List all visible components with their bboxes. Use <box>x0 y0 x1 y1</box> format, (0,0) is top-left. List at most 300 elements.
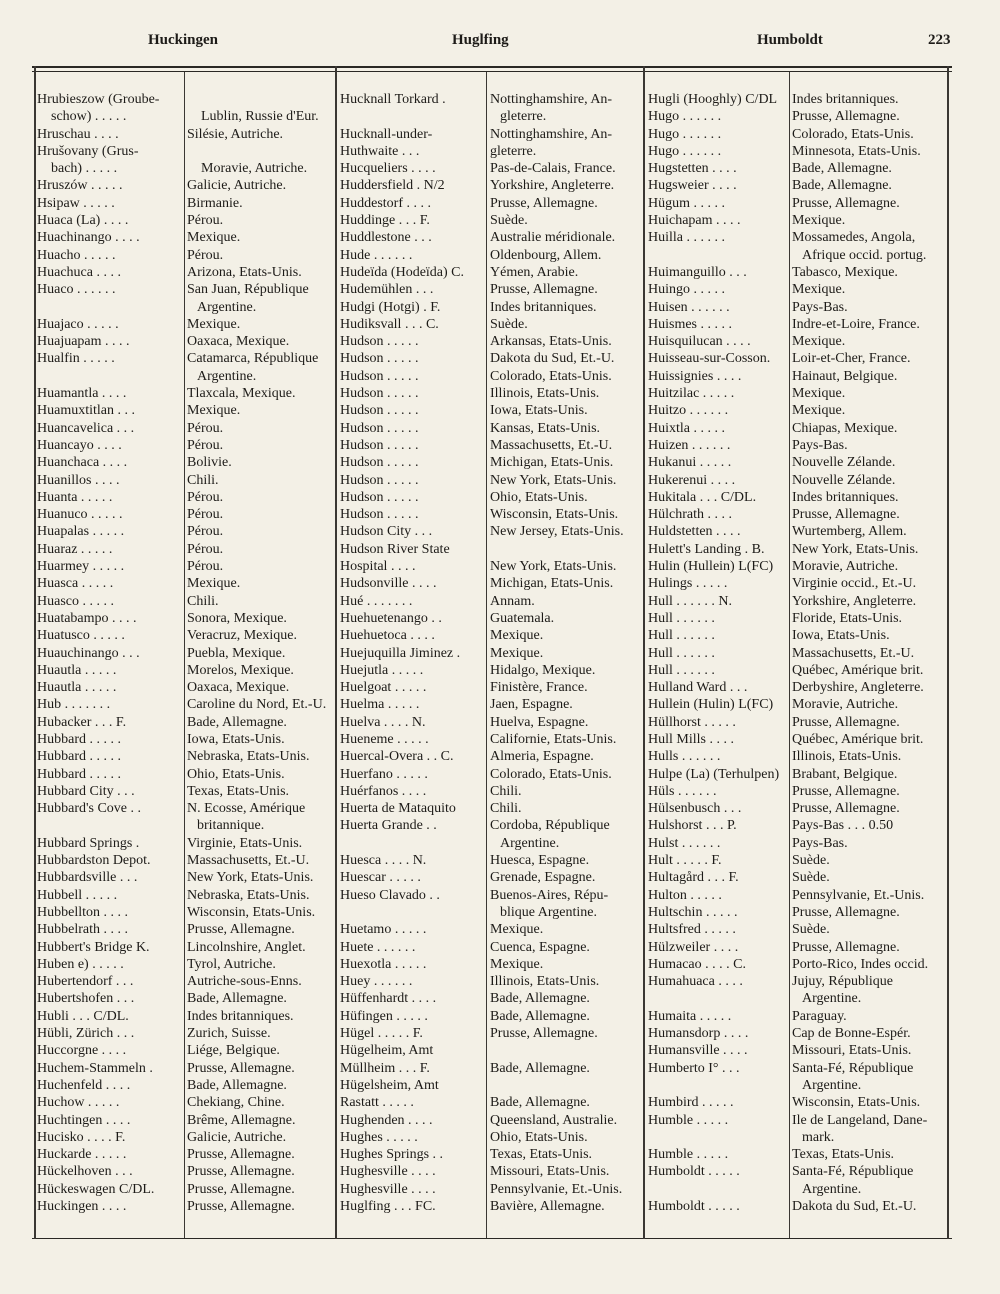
list-item <box>340 1198 656 1215</box>
list-item <box>37 264 349 281</box>
place-location: Zurich, Suisse. <box>187 1026 271 1042</box>
list-item <box>340 1008 656 1025</box>
place-name: schow) . . . . . <box>51 109 127 125</box>
place-name: Hukerenui . . . . <box>648 472 736 488</box>
list-item <box>648 904 959 921</box>
place-name <box>648 1077 788 1094</box>
place-location: Hainaut, Belgique. <box>792 368 898 384</box>
place-name: Hudsonville . . . . <box>340 576 437 592</box>
place-name: Hughesville . . . . <box>340 1181 436 1197</box>
place-location: Iowa, Etats-Unis. <box>187 731 285 747</box>
place-location: Puebla, Mexique. <box>187 645 286 661</box>
place-name: Hull . . . . . . <box>648 610 715 626</box>
place-name: Müllheim . . . F. <box>340 1060 430 1076</box>
place-name: Hubbelrath . . . . <box>37 922 128 938</box>
place-location: Argentine. <box>197 299 257 315</box>
place-name: Hulett's Landing . B. <box>648 541 765 557</box>
list-item <box>648 645 959 662</box>
place-location: Argentine. <box>802 991 862 1007</box>
list-item <box>648 990 959 1007</box>
place-location: N. Ecosse, Amérique <box>187 801 306 817</box>
list-item <box>648 143 959 160</box>
place-location: Galicie, Autriche. <box>187 178 287 194</box>
place-name: Hudson City . . . <box>340 524 433 540</box>
place-location: Kansas, Etats-Unis. <box>490 420 601 436</box>
place-location: mark. <box>802 1129 835 1145</box>
place-location: Nouvelle Zélande. <box>792 472 896 488</box>
place-location: Mexique. <box>792 403 846 419</box>
place-location: Prusse, Allemagne. <box>187 1199 295 1214</box>
place-name <box>648 247 788 264</box>
place-name: Hubertshofen . . . <box>37 991 135 1007</box>
place-location: Annam. <box>490 593 535 609</box>
place-name: Hudson . . . . . <box>340 507 419 523</box>
place-location: Pérou. <box>187 541 224 557</box>
place-name: Huelma . . . . . <box>340 697 420 713</box>
place-name: Hückeswagen C/DL. <box>37 1181 155 1197</box>
list-item <box>648 264 959 281</box>
list-item <box>648 368 959 385</box>
place-name: Hübli, Zürich . . . <box>37 1026 135 1042</box>
place-name: Hulshorst . . . P. <box>648 818 737 834</box>
place-name <box>648 1129 788 1146</box>
place-name: Hubbell . . . . . <box>37 887 118 903</box>
place-location: Australie méridionale. <box>490 230 616 246</box>
place-location: Mexique. <box>187 576 241 592</box>
place-location: Chili. <box>187 593 219 609</box>
place-name: Huamuxtitlan . . . <box>37 403 135 419</box>
place-name: Huesca . . . . N. <box>340 853 427 869</box>
place-name: Hub . . . . . . . <box>37 697 111 713</box>
place-location: Prusse, Allemagne. <box>792 195 900 211</box>
list-item <box>648 247 959 264</box>
place-name: Hultsfred . . . . . <box>648 922 736 938</box>
list-item <box>648 1060 959 1077</box>
place-location: Californie, Etats-Unis. <box>490 731 617 747</box>
place-name: Hügelsheim, Amt <box>340 1077 439 1093</box>
list-item <box>37 1025 349 1042</box>
list-item <box>340 1042 656 1059</box>
place-name: Hude . . . . . . <box>340 247 413 263</box>
place-location: Indes britanniques. <box>792 489 899 505</box>
list-item <box>340 679 656 696</box>
place-location: New York, Etats-Unis. <box>490 559 617 575</box>
place-location: Prusse, Allemagne. <box>792 109 900 125</box>
list-item <box>37 195 349 212</box>
place-location: Buenos-Aires, Répu- <box>490 887 609 903</box>
place-name: Hultagård . . . F. <box>648 870 739 886</box>
place-name: Hugo . . . . . . <box>648 126 722 142</box>
place-name: Huckarde . . . . . <box>37 1147 127 1163</box>
list-item <box>37 506 349 523</box>
place-location: Bade, Allemagne. <box>490 1008 590 1024</box>
place-name: Huisen . . . . . . <box>648 299 730 315</box>
place-name: Hullein (Hulin) L(FC) <box>648 697 774 713</box>
top-rule-inner <box>32 71 952 72</box>
list-item <box>37 177 349 194</box>
place-location: Pérou. <box>187 420 224 436</box>
place-name: Huizen . . . . . . <box>648 437 731 453</box>
list-item <box>648 333 959 350</box>
list-item <box>340 229 656 246</box>
list-item <box>648 593 959 610</box>
place-name: Huaca (La) . . . . <box>37 213 129 229</box>
place-location: Prusse, Allemagne. <box>187 1181 295 1197</box>
header-center: Huglfing <box>452 32 509 48</box>
place-name: Huchenfeld . . . . <box>37 1077 131 1093</box>
list-item <box>648 887 959 904</box>
place-location: Veracruz, Mexique. <box>187 628 298 644</box>
place-location: Minnesota, Etats-Unis. <box>792 143 921 159</box>
place-name: Huautla . . . . . <box>37 662 117 678</box>
place-name: Huapalas . . . . . <box>37 524 125 540</box>
place-location: Pays-Bas. <box>792 835 848 851</box>
place-location: Pérou. <box>187 507 224 523</box>
place-name: Huglfing . . . FC. <box>340 1199 436 1214</box>
list-item <box>340 696 656 713</box>
place-name: Hubbellton . . . . <box>37 904 128 920</box>
place-name: Hudson River State <box>340 541 450 557</box>
place-name: Hrubieszow (Groube- <box>37 92 160 107</box>
place-name: Huejutla . . . . . <box>340 662 424 678</box>
place-name: Hudson . . . . . <box>340 334 419 350</box>
list-item <box>648 714 959 731</box>
list-item <box>648 402 959 419</box>
place-name: Hucknall Torkard . <box>340 92 446 107</box>
place-location: Mexique. <box>792 282 846 298</box>
list-item <box>340 731 656 748</box>
place-location: New York, Etats-Unis. <box>187 870 314 886</box>
place-location: Prusse, Allemagne. <box>187 922 295 938</box>
place-location: Bade, Allemagne. <box>792 161 892 177</box>
place-name: Huanta . . . . . <box>37 489 113 505</box>
place-name: Huckingen . . . . <box>37 1199 127 1214</box>
list-item <box>648 437 959 454</box>
list-item <box>648 126 959 143</box>
list-item <box>648 229 959 246</box>
place-location: Liége, Belgique. <box>187 1043 280 1059</box>
list-item <box>648 1163 959 1180</box>
gazetteer-column-1 <box>37 91 349 1215</box>
list-item <box>37 1094 349 1111</box>
place-location: Mexique. <box>490 628 544 644</box>
place-location: Ile de Langeland, Dane- <box>792 1112 928 1128</box>
place-location: Jujuy, République <box>792 974 893 990</box>
list-item <box>340 956 656 973</box>
place-name: Hull . . . . . . N. <box>648 593 732 609</box>
place-location: Mexique. <box>490 956 544 972</box>
place-location: Pérou. <box>187 489 224 505</box>
place-location: Oaxaca, Mexique. <box>187 680 290 696</box>
place-name: Huancayo . . . . <box>37 437 122 453</box>
place-name: Huanillos . . . . <box>37 472 120 488</box>
list-item <box>648 766 959 783</box>
place-location: Prusse, Allemagne. <box>187 1060 295 1076</box>
list-item <box>340 852 656 869</box>
place-location: Illinois, Etats-Unis. <box>490 386 600 402</box>
list-item <box>648 420 959 437</box>
place-name: Hughenden . . . . <box>340 1112 433 1128</box>
list-item <box>648 921 959 938</box>
list-item <box>340 990 656 1007</box>
list-item <box>37 489 349 506</box>
left-border <box>34 66 36 1239</box>
place-name: Huatabampo . . . . <box>37 610 137 626</box>
list-item <box>648 472 959 489</box>
running-header <box>0 32 1000 58</box>
place-name: Hubbard Springs . <box>37 835 140 851</box>
list-item <box>648 939 959 956</box>
list-item <box>340 593 656 610</box>
place-name: Huthwaite . . . <box>340 143 420 159</box>
place-location: Nouvelle Zélande. <box>792 455 896 471</box>
list-item <box>648 160 959 177</box>
place-name: Huérfanos . . . . <box>340 783 427 799</box>
list-item <box>340 1181 656 1198</box>
place-name: Hubbard's Cove . . <box>37 801 142 817</box>
place-location: Pérou. <box>187 213 224 229</box>
place-location: Indes britanniques. <box>490 299 597 315</box>
place-location: Mexique. <box>792 334 846 350</box>
place-location: Prusse, Allemagne. <box>792 939 900 955</box>
place-location: Dakota du Sud, Et.-U. <box>490 351 615 367</box>
place-location: Nebraska, Etats-Unis. <box>187 887 310 903</box>
list-item <box>340 454 656 471</box>
list-item <box>340 783 656 800</box>
place-location: Paraguay. <box>792 1008 847 1024</box>
place-name: Hubbard . . . . . <box>37 766 121 782</box>
place-location <box>486 1077 646 1094</box>
list-item <box>37 1181 349 1198</box>
place-location: Cordoba, République <box>490 818 610 834</box>
list-item <box>340 472 656 489</box>
place-location: Bade, Allemagne. <box>792 178 892 194</box>
place-location: Colorado, Etats-Unis. <box>490 368 612 384</box>
list-item <box>648 177 959 194</box>
list-item <box>648 610 959 627</box>
place-name: Huldstetten . . . . <box>648 524 741 540</box>
place-location: Galicie, Autriche. <box>187 1129 287 1145</box>
list-item <box>37 1008 349 1025</box>
place-location: Moravie, Autriche. <box>792 559 899 575</box>
list-item <box>37 454 349 471</box>
list-item <box>648 212 959 229</box>
place-location: Chili. <box>490 783 522 799</box>
place-name: Huajuapam . . . . <box>37 334 130 350</box>
place-name: Hubbardsville . . . <box>37 870 138 886</box>
place-name: Huilla . . . . . . <box>648 230 725 246</box>
list-item <box>340 869 656 886</box>
list-item <box>37 160 349 177</box>
place-location <box>183 91 335 108</box>
place-name: Huexotla . . . . . <box>340 956 427 972</box>
place-location: Silésie, Autriche. <box>187 126 284 142</box>
place-name: Hudson . . . . . <box>340 455 419 471</box>
place-location: Grenade, Espagne. <box>490 870 596 886</box>
top-rule <box>32 66 952 68</box>
place-name: Huehuetenango . . <box>340 610 442 626</box>
place-location: Massachusetts, Et.-U. <box>490 437 613 453</box>
list-item <box>340 437 656 454</box>
place-location: gleterre. <box>490 143 537 159</box>
list-item <box>340 575 656 592</box>
place-name: Hrušovany (Grus- <box>37 143 139 159</box>
place-location: Brême, Allemagne. <box>187 1112 296 1128</box>
place-name: Hugsweier . . . . <box>648 178 737 194</box>
list-item <box>37 714 349 731</box>
list-item <box>340 817 656 834</box>
place-name: Huelgoat . . . . . <box>340 680 427 696</box>
list-item <box>37 541 349 558</box>
list-item <box>37 748 349 765</box>
place-name: Humaita . . . . . <box>648 1008 732 1024</box>
list-item <box>648 91 959 108</box>
list-item <box>340 195 656 212</box>
place-location: Bavière, Allemagne. <box>490 1199 605 1214</box>
place-location: Chiapas, Mexique. <box>792 420 898 436</box>
list-item <box>648 1181 959 1198</box>
list-item <box>37 1060 349 1077</box>
list-item <box>648 523 959 540</box>
list-item <box>340 645 656 662</box>
place-name: Huehuetoca . . . . <box>340 628 435 644</box>
place-location: Nebraska, Etats-Unis. <box>187 749 310 765</box>
list-item <box>340 108 656 125</box>
place-location: New York, Etats-Unis. <box>792 541 919 557</box>
place-name: Hügum . . . . . <box>648 195 725 211</box>
place-location: Indes britanniques. <box>187 1008 294 1024</box>
place-location: Missouri, Etats-Unis. <box>490 1164 610 1180</box>
place-name: Humble . . . . . <box>648 1112 729 1128</box>
place-name: Humacao . . . . C. <box>648 956 746 972</box>
place-name: Huajaco . . . . . <box>37 316 119 332</box>
place-location: Ohio, Etats-Unis. <box>490 489 588 505</box>
place-name: Hué . . . . . . . <box>340 593 413 609</box>
place-name: Hualfin . . . . . <box>37 351 115 367</box>
list-item <box>340 523 656 540</box>
place-location: Bolivie. <box>187 455 232 471</box>
place-name: Huixtla . . . . . <box>648 420 725 436</box>
place-name: Hulls . . . . . . <box>648 749 721 765</box>
place-name: Hudson . . . . . <box>340 420 419 436</box>
place-location: Pérou. <box>187 559 224 575</box>
list-item <box>340 281 656 298</box>
place-location: Suède. <box>792 870 830 886</box>
list-item <box>648 1094 959 1111</box>
header-right: Humboldt <box>757 32 823 48</box>
place-name: Hukanui . . . . . <box>648 455 732 471</box>
place-name: Hucknall-under- <box>340 126 433 142</box>
list-item <box>340 904 656 921</box>
place-name: Hucqueliers . . . . <box>340 161 436 177</box>
place-name: Huccorgne . . . . <box>37 1043 127 1059</box>
list-item <box>340 610 656 627</box>
list-item <box>37 247 349 264</box>
list-item <box>648 489 959 506</box>
place-name: Hucisko . . . . F. <box>37 1129 126 1145</box>
place-name: Huimanguillo . . . <box>648 264 747 280</box>
list-item <box>648 385 959 402</box>
place-name: Huddinge . . . F. <box>340 213 430 229</box>
place-name: Huachinango . . . . <box>37 230 140 246</box>
place-name: Huetamo . . . . . <box>340 922 427 938</box>
list-item <box>648 835 959 852</box>
place-name: Huasca . . . . . <box>37 576 114 592</box>
place-location: Huelva, Espagne. <box>490 714 589 730</box>
list-item <box>340 160 656 177</box>
place-name: Hughes . . . . . <box>340 1129 418 1145</box>
list-item <box>37 887 349 904</box>
place-name: Hudiksvall . . . C. <box>340 316 439 332</box>
list-item <box>340 489 656 506</box>
place-location: Chekiang, Chine. <box>187 1095 285 1111</box>
place-location: Colorado, Etats-Unis. <box>792 126 914 142</box>
place-location: Argentine. <box>802 1077 862 1093</box>
place-location: Michigan, Etats-Unis. <box>490 455 614 471</box>
place-location: Missouri, Etats-Unis. <box>792 1043 912 1059</box>
list-item <box>340 1025 656 1042</box>
list-item <box>648 316 959 333</box>
list-item <box>37 437 349 454</box>
place-location: Prusse, Allemagne. <box>490 1026 598 1042</box>
list-item <box>37 299 349 316</box>
place-name: Huitzo . . . . . . <box>648 403 729 419</box>
place-location: Iowa, Etats-Unis. <box>792 628 890 644</box>
list-item <box>37 385 349 402</box>
list-item <box>37 990 349 1007</box>
place-location: Pays-Bas. <box>792 299 848 315</box>
place-name: Hospital . . . . <box>340 559 416 575</box>
place-location: Yémen, Arabie. <box>490 264 579 280</box>
place-name: Hubli . . . C/DL. <box>37 1008 129 1024</box>
list-item <box>340 921 656 938</box>
place-location: Michigan, Etats-Unis. <box>490 576 614 592</box>
list-item <box>340 402 656 419</box>
place-location: Illinois, Etats-Unis. <box>490 974 600 990</box>
place-name <box>37 368 183 385</box>
place-location: Chili. <box>187 472 219 488</box>
list-item <box>37 696 349 713</box>
place-location: Prusse, Allemagne. <box>792 783 900 799</box>
list-item <box>37 126 349 143</box>
list-item <box>37 869 349 886</box>
place-name: Hult . . . . . F. <box>648 853 722 869</box>
place-location: Jaen, Espagne. <box>490 697 573 713</box>
place-location: Queensland, Australie. <box>490 1112 618 1128</box>
place-location: Mexique. <box>187 230 241 246</box>
place-location: Mexique. <box>187 316 241 332</box>
place-name: Huerta de Mataquito <box>340 801 456 817</box>
list-item <box>648 973 959 990</box>
place-name: Hudson . . . . . <box>340 368 419 384</box>
place-location: Hidalgo, Mexique. <box>490 662 596 678</box>
place-name: Huautla . . . . . <box>37 680 117 696</box>
list-item <box>340 1146 656 1163</box>
list-item <box>340 887 656 904</box>
list-item <box>648 731 959 748</box>
list-item <box>37 904 349 921</box>
place-location: Ohio, Etats-Unis. <box>187 766 285 782</box>
place-location: New York, Etats-Unis. <box>490 472 617 488</box>
place-location: Pérou. <box>187 437 224 453</box>
place-location: Argentine. <box>500 835 560 851</box>
list-item <box>37 593 349 610</box>
place-name <box>340 835 486 852</box>
place-location: San Juan, République <box>187 282 309 298</box>
place-name: Hubbard . . . . . <box>37 749 121 765</box>
place-name: Humbird . . . . . <box>648 1095 734 1111</box>
place-name: Hukitala . . . C/DL. <box>648 489 757 505</box>
